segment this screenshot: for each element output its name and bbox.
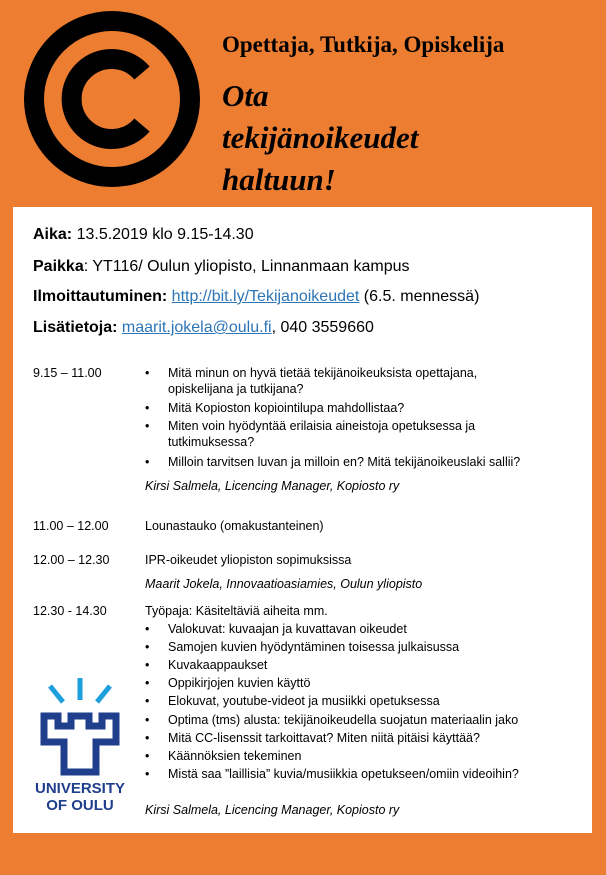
time-slot-3: 12.00 – 12.30	[33, 553, 110, 567]
label: Paikka	[33, 258, 84, 275]
university-of-oulu-logo	[28, 676, 132, 776]
label: Lisätietoja:	[33, 319, 118, 336]
title-line-2: tekijänoikeudet	[222, 120, 419, 155]
bullet: •	[145, 694, 150, 709]
info-aika	[33, 226, 254, 244]
workshop-topic: Käännöksien tekeminen	[168, 748, 302, 763]
agenda-item-cont: tutkimuksessa?	[168, 435, 255, 449]
value: , 040 3559660	[271, 319, 374, 336]
agenda-item: Milloin tarvitsen luvan ja milloin en? Mitä tekijänoikeuslaki sallii?	[168, 455, 521, 469]
bullet: •	[145, 676, 150, 691]
workshop-topic: Oppikirjojen kuvien käyttö	[168, 676, 311, 691]
agenda-item: Mitä Kopioston kopiointilupa mahdollistaa?	[168, 401, 405, 415]
info-ilmoittautuminen	[33, 288, 479, 306]
workshop-topic: Kuvakaappaukset	[168, 658, 268, 673]
email-link[interactable]: maarit.jokela@oulu.fi	[121, 319, 272, 336]
bullet: •	[145, 455, 150, 469]
workshop-topic: Optima (tms) alusta: tekijänoikeudella suojatun materiaalin jako	[168, 712, 519, 727]
workshop-topic: Samojen kuvien hyödyntäminen toisessa julkaisussa	[168, 640, 460, 655]
time-slot-4: 12.30 - 14.30	[33, 604, 107, 618]
workshop-intro: Työpaja: Käsiteltäviä aiheita mm.	[145, 604, 328, 618]
bullet: •	[145, 658, 150, 673]
bullet: •	[145, 748, 150, 763]
bullet: •	[145, 712, 150, 727]
agenda-item: Miten voin hyödyntää erilaisia aineistoja opetuksessa ja	[168, 419, 476, 433]
speaker: Kirsi Salmela, Licencing Manager, Kopiosto ry	[145, 803, 400, 817]
bullet: •	[145, 766, 150, 781]
title-line-1: Ota	[222, 78, 269, 113]
bullet: •	[145, 366, 150, 380]
workshop-topic: Elokuvat, youtube-videot ja musiikki opetuksessa	[168, 694, 440, 709]
agenda-item-cont: opiskelijana ja tutkijana?	[168, 382, 304, 396]
agenda-item: Mitä minun on hyvä tietää tekijänoikeuksista opettajana,	[168, 366, 478, 380]
value: : YT116/ Oulun yliopisto, Linnanmaan kampus	[83, 258, 410, 275]
copyright-icon	[24, 11, 200, 187]
bullet: •	[145, 622, 150, 636]
bullet: •	[145, 730, 150, 745]
logo-line-2: OF OULU	[46, 797, 114, 814]
bullet: •	[145, 401, 150, 415]
workshop-topic: Mistä saa ”laillisia” kuvia/musiikkia opetukseen/omiin videoihin?	[168, 766, 519, 781]
bullet: •	[145, 419, 150, 433]
logo-line-1: UNIVERSITY	[34, 780, 125, 797]
info-lisatietoja	[33, 319, 374, 337]
university-name	[28, 780, 132, 814]
bullet: •	[145, 640, 150, 655]
lunch-text: Lounastauko (omakustanteinen)	[145, 519, 324, 533]
time-slot-1: 9.15 – 11.00	[33, 366, 102, 380]
info-paikka	[33, 258, 410, 276]
value: (6.5. mennessä)	[359, 288, 480, 305]
speaker: Maarit Jokela, Innovaatioasiamies, Oulun yliopisto	[145, 577, 423, 591]
speaker: Kirsi Salmela, Licencing Manager, Kopiosto ry	[145, 479, 400, 493]
title-line-3: haltuun!	[222, 162, 336, 197]
value: 13.5.2019 klo 9.15-14.30	[72, 226, 254, 243]
time-slot-2: 11.00 – 12.00	[33, 519, 109, 533]
workshop-topic: Valokuvat: kuvaajan ja kuvattavan oikeudet	[168, 622, 407, 636]
registration-link[interactable]: http://bit.ly/Tekijanoikeudet	[171, 288, 360, 305]
label: Aika:	[33, 226, 73, 243]
workshop-topic: Mitä CC-lisenssit tarkoittavat? Miten niitä pitäisi käyttää?	[168, 730, 480, 745]
ipr-text: IPR-oikeudet yliopiston sopimuksissa	[145, 553, 352, 567]
label: Ilmoittautuminen:	[33, 288, 168, 305]
subtitle: Opettaja, Tutkija, Opiskelija	[222, 32, 505, 57]
